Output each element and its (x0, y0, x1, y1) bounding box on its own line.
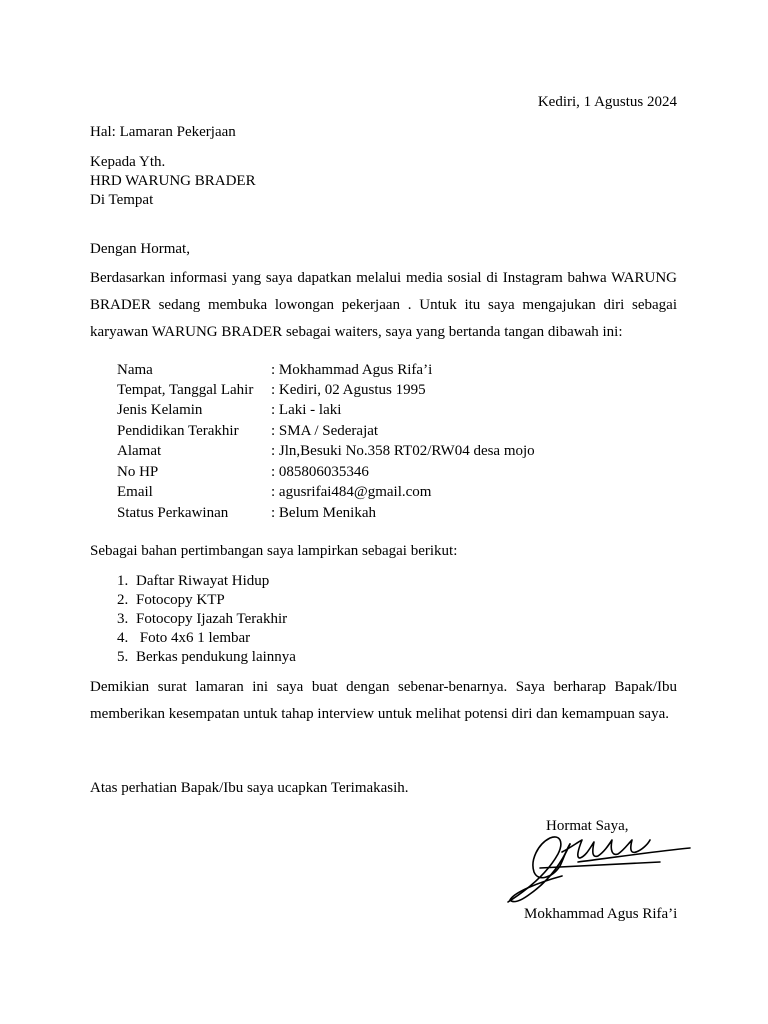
detail-label: Status Perkawinan (117, 505, 229, 521)
list-item-text: Daftar Riwayat Hidup (136, 573, 270, 589)
recipient-line-3: Di Tempat (90, 192, 154, 208)
letter-date: Kediri, 1 Agustus 2024 (537, 94, 677, 110)
intro-line-2: BRADER sedang membuka lowongan pekerjaan . Untuk itu saya mengajukan diri sebagai (90, 297, 677, 313)
list-item-text: Fotocopy Ijazah Terakhir (136, 611, 288, 627)
list-item-number: 3. (117, 611, 129, 627)
recipient-line-1: Kepada Yth. (90, 154, 166, 170)
detail-value: : agusrifai484@gmail.com (271, 484, 432, 500)
intro-line-1: Berdasarkan informasi yang saya dapatkan melalui media sosial di Instagram bahwa WARUNG (90, 270, 677, 286)
intro-line-3: karyawan WARUNG BRADER sebagai waiters, saya yang bertanda tangan dibawah ini: (90, 324, 623, 340)
list-item-text: Fotocopy KTP (136, 592, 225, 608)
closing-line-2: memberikan kesempatan untuk tahap interview untuk melihat potensi diri dan kemampuan saya. (90, 706, 670, 722)
list-item-number: 4. (117, 630, 129, 646)
detail-value: : SMA / Sederajat (271, 423, 379, 439)
letter-subject: Hal: Lamaran Pekerjaan (90, 124, 236, 140)
attachments-intro: Sebagai bahan pertimbangan saya lampirkan sebagai berikut: (90, 543, 458, 559)
detail-label: Alamat (117, 443, 162, 459)
detail-value: : 085806035346 (271, 464, 369, 480)
greeting: Dengan Hormat, (90, 241, 190, 257)
detail-value: : Jln,Besuki No.358 RT02/RW04 desa mojo (271, 443, 535, 459)
list-item-number: 2. (117, 592, 129, 608)
detail-label: Pendidikan Terakhir (117, 423, 239, 439)
list-item-text: Berkas pendukung lainnya (136, 649, 296, 665)
signature-image (500, 828, 695, 908)
detail-value: : Laki - laki (271, 402, 342, 418)
list-item-number: 1. (117, 573, 129, 589)
list-item-number: 5. (117, 649, 129, 665)
thanks-line: Atas perhatian Bapak/Ibu saya ucapkan Terimakasih. (90, 780, 409, 796)
detail-value: : Kediri, 02 Agustus 1995 (271, 382, 426, 398)
detail-label: Nama (117, 362, 153, 378)
detail-label: Email (117, 484, 153, 500)
detail-label: Jenis Kelamin (117, 402, 203, 418)
detail-label: No HP (117, 464, 159, 480)
signer-name: Mokhammad Agus Rifa’i (524, 906, 678, 922)
closing-line-1: Demikian surat lamaran ini saya buat dengan sebenar-benarnya. Saya berharap Bapak/Ibu (90, 679, 677, 695)
regards-text: Hormat Saya, (546, 818, 629, 834)
recipient-line-2: HRD WARUNG BRADER (90, 173, 256, 189)
list-item-text: Foto 4x6 1 lembar (136, 630, 251, 646)
detail-label: Tempat, Tanggal Lahir (117, 382, 254, 398)
detail-value: : Belum Menikah (271, 505, 376, 521)
detail-value: : Mokhammad Agus Rifa’i (271, 362, 433, 378)
